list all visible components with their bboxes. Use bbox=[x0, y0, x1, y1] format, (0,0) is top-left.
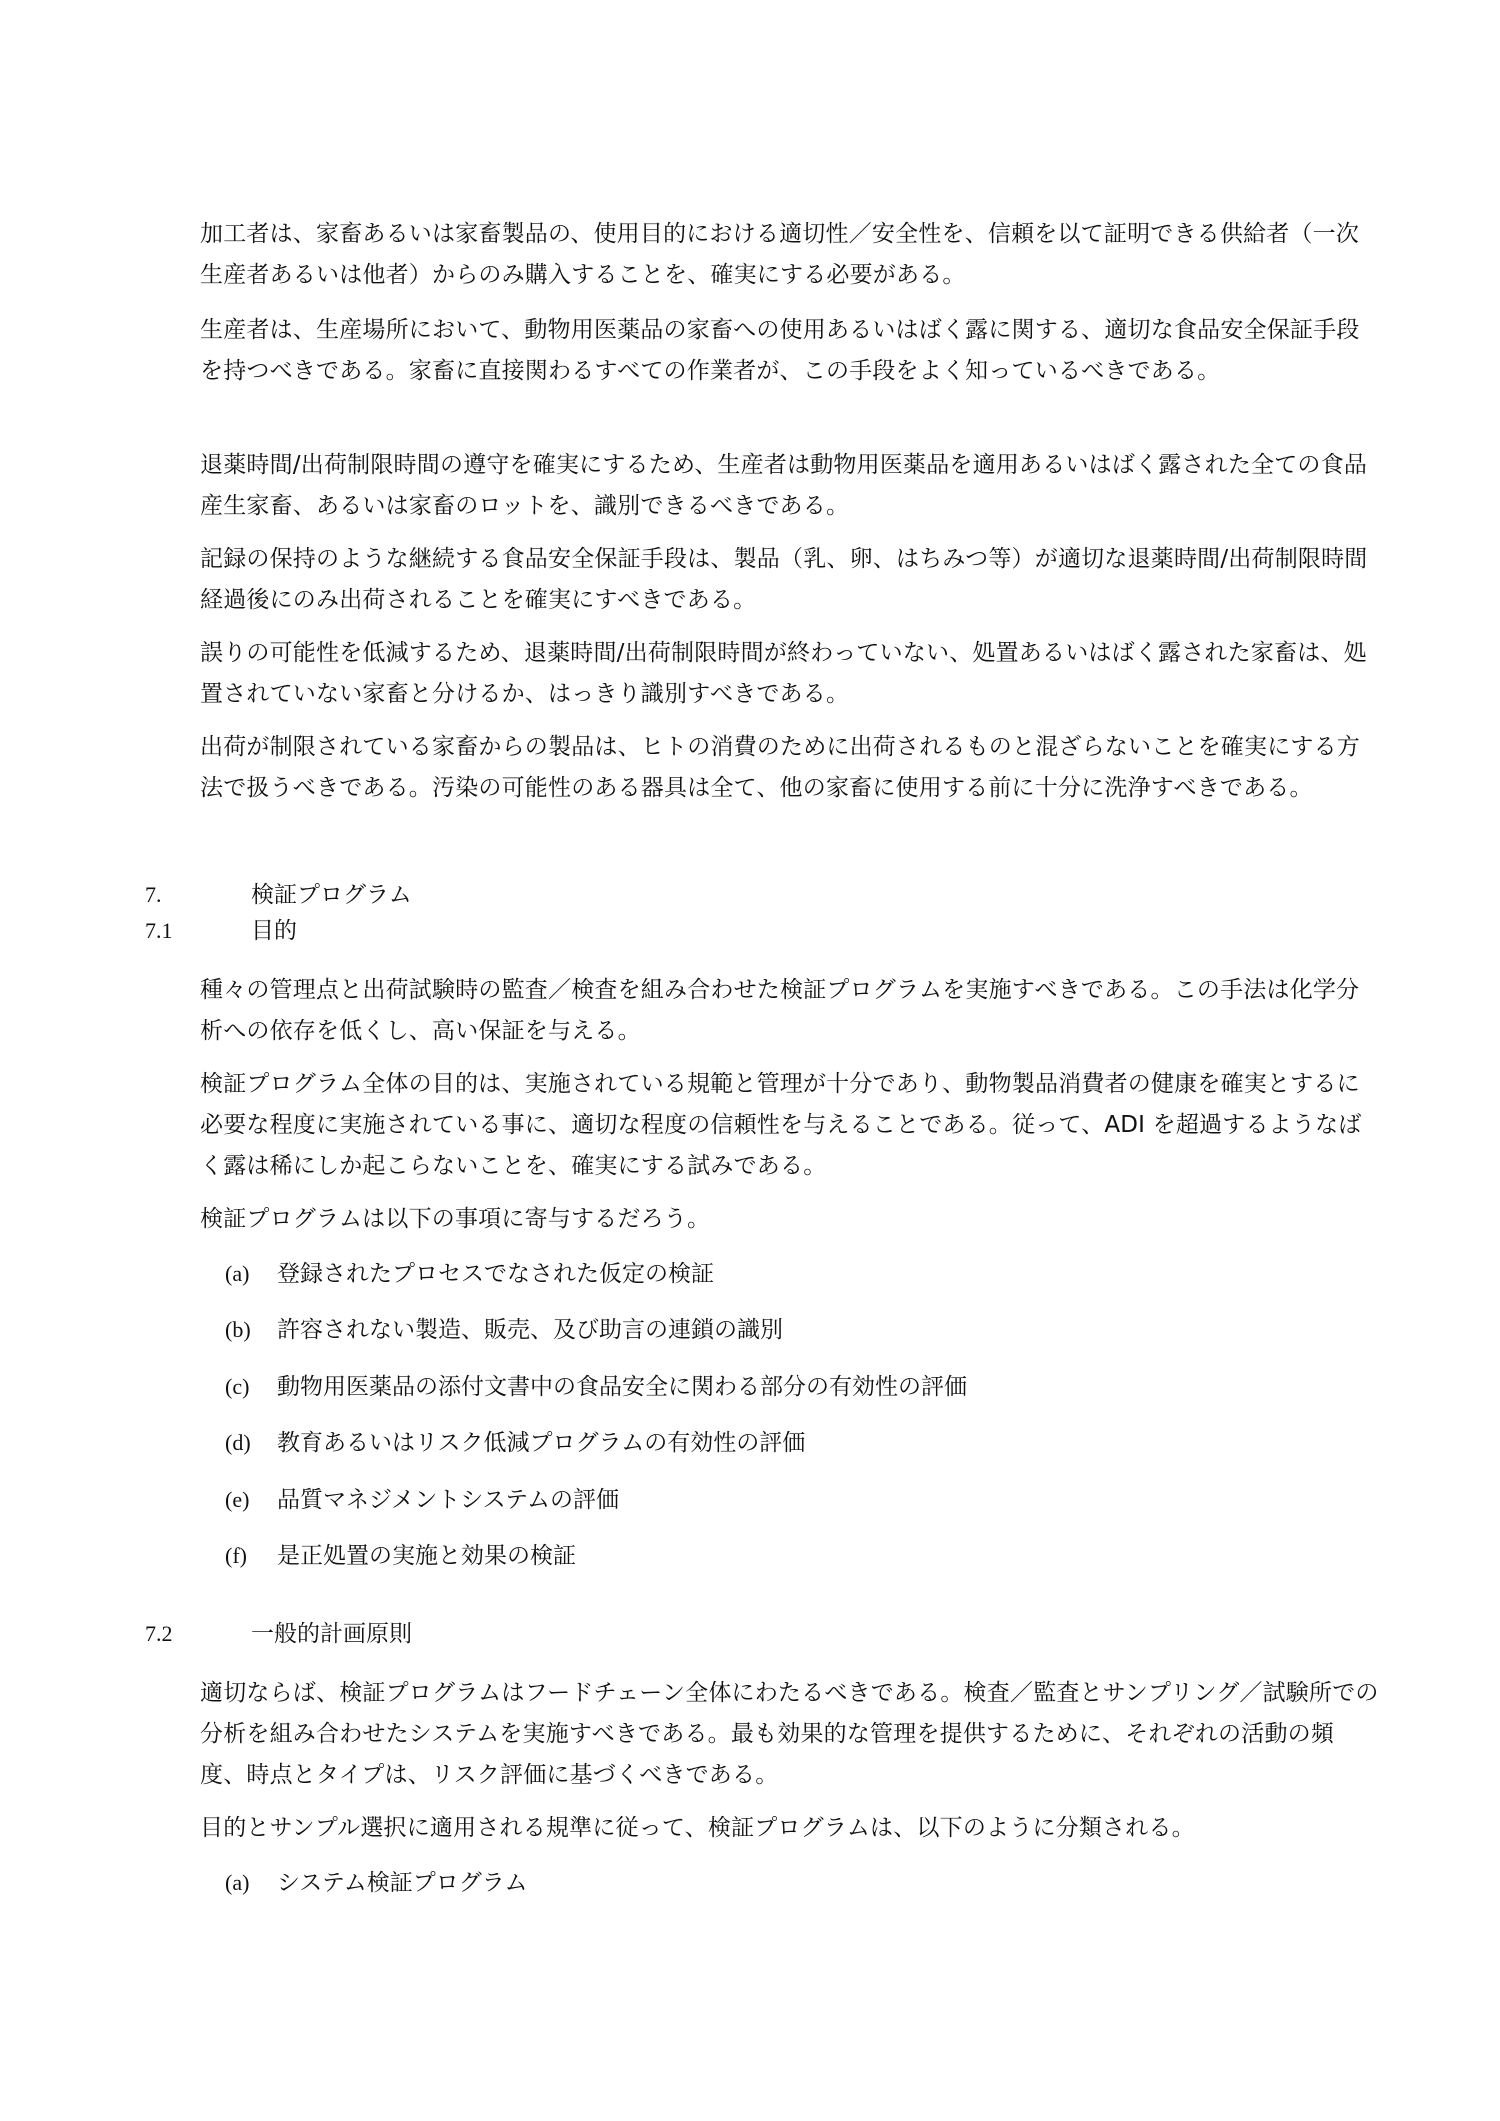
paragraph-restricted-products: 出荷が制限されている家畜からの製品は、ヒトの消費のために出荷されるものと混ざらないことを確実にする方法で扱うべきである。汚染の可能性のある器具は全て、他の家畜に使用する前に十分に洗浄すべきである。 bbox=[200, 734, 1360, 801]
list-item-marker: (d) bbox=[225, 1430, 251, 1455]
section-number: 7.2 bbox=[145, 1621, 173, 1646]
list-item-text: 許容されない製造、販売、及び助言の連鎖の識別 bbox=[277, 1317, 783, 1343]
list-item bbox=[225, 1428, 805, 1458]
paragraph-processor-suppliers: 加工者は、家畜あるいは家畜製品の、使用目的における適切性／安全性を、信頼を以て証明できる供給者（一次生産者あるいは他者）からのみ購入することを、確実にする必要がある。 bbox=[200, 221, 1360, 288]
list-item bbox=[225, 1372, 967, 1402]
list-item-text: 教育あるいはリスク低減プログラムの有効性の評価 bbox=[277, 1430, 806, 1456]
list-item-marker: (f) bbox=[225, 1543, 247, 1568]
list-item bbox=[225, 1485, 619, 1515]
list-item-text: システム検証プログラム bbox=[277, 1870, 528, 1896]
paragraph-withdrawal-identification: 退薬時間/出荷制限時間の遵守を確実にするため、生産者は動物用医薬品を適用あるいはばく露された全ての食品産生家畜、あるいは家畜のロットを、識別できるべきである。 bbox=[200, 452, 1368, 519]
list-item-marker: (a) bbox=[225, 1870, 250, 1895]
section-title: 一般的計画原則 bbox=[251, 1621, 412, 1647]
section-number: 7.1 bbox=[145, 918, 173, 943]
paragraph-verification-contribution: 検証プログラムは以下の事項に寄与するだろう。 bbox=[200, 1206, 711, 1232]
list-item-text: 登録されたプロセスでなされた仮定の検証 bbox=[277, 1261, 714, 1287]
paragraph-verification-purpose: 検証プログラム全体の目的は、実施されている規範と管理が十分であり、動物製品消費者の健康を確実とするに必要な程度に実施されている事に、適切な程度の信頼性を与えることである。従って、ADI を超過するようなばく露は稀にしか起こらないことを、確実にする試みである。 bbox=[200, 1071, 1362, 1179]
paragraph-record-keeping: 記録の保持のような継続する食品安全保証手段は、製品（乳、卵、はちみつ等）が適切な退薬時間/出荷制限時間経過後にのみ出荷されることを確実にすべきである。 bbox=[200, 546, 1368, 613]
list-item-marker: (b) bbox=[225, 1317, 251, 1342]
paragraph-segregation: 誤りの可能性を低減するため、退薬時間/出荷制限時間が終わっていない、処置あるいはばく露された家畜は、処置されていない家畜と分けるか、はっきり識別すべきである。 bbox=[200, 640, 1367, 707]
section-number: 7. bbox=[145, 882, 162, 907]
section-title: 目的 bbox=[251, 918, 297, 944]
list-item-text: 品質マネジメントシステムの評価 bbox=[277, 1487, 620, 1513]
list-item-text: 是正処置の実施と効果の検証 bbox=[277, 1543, 576, 1569]
paragraph-producer-safety-measures: 生産者は、生産場所において、動物用医薬品の家畜への使用あるいはばく露に関する、適切な食品安全保証手段を持つべきである。家畜に直接関わるすべての作業者が、この手段をよく知っているべきである。 bbox=[200, 317, 1360, 384]
section-title: 検証プログラム bbox=[251, 882, 412, 908]
list-item bbox=[225, 1259, 714, 1289]
section-heading-7 bbox=[145, 880, 412, 910]
list-item-marker: (a) bbox=[225, 1261, 250, 1286]
list-item bbox=[225, 1541, 576, 1571]
section-heading-7-2 bbox=[145, 1619, 412, 1649]
list-item bbox=[225, 1315, 783, 1345]
paragraph-classification: 目的とサンプル選択に適用される規準に従って、検証プログラムは、以下のように分類される。 bbox=[200, 1815, 1195, 1841]
list-item-marker: (c) bbox=[225, 1374, 250, 1399]
paragraph-verification-combination: 種々の管理点と出荷試験時の監査／検査を組み合わせた検証プログラムを実施すべきである。この手法は化学分析への依存を低くし、高い保証を与える。 bbox=[200, 977, 1360, 1044]
list-item-marker: (e) bbox=[225, 1487, 250, 1512]
list-item-text: 動物用医薬品の添付文書中の食品安全に関わる部分の有効性の評価 bbox=[277, 1374, 967, 1400]
section-heading-7-1 bbox=[145, 916, 297, 946]
list-item bbox=[225, 1868, 527, 1898]
paragraph-general-principles: 適切ならば、検証プログラムはフードチェーン全体にわたるべきである。検査／監査とサンプリング／試験所での分析を組み合わせたシステムを実施すべきである。最も効果的な管理を提供するために、それぞれの活動の頻度、時点とタイプは、リスク評価に基づくべきである。 bbox=[200, 1680, 1379, 1788]
